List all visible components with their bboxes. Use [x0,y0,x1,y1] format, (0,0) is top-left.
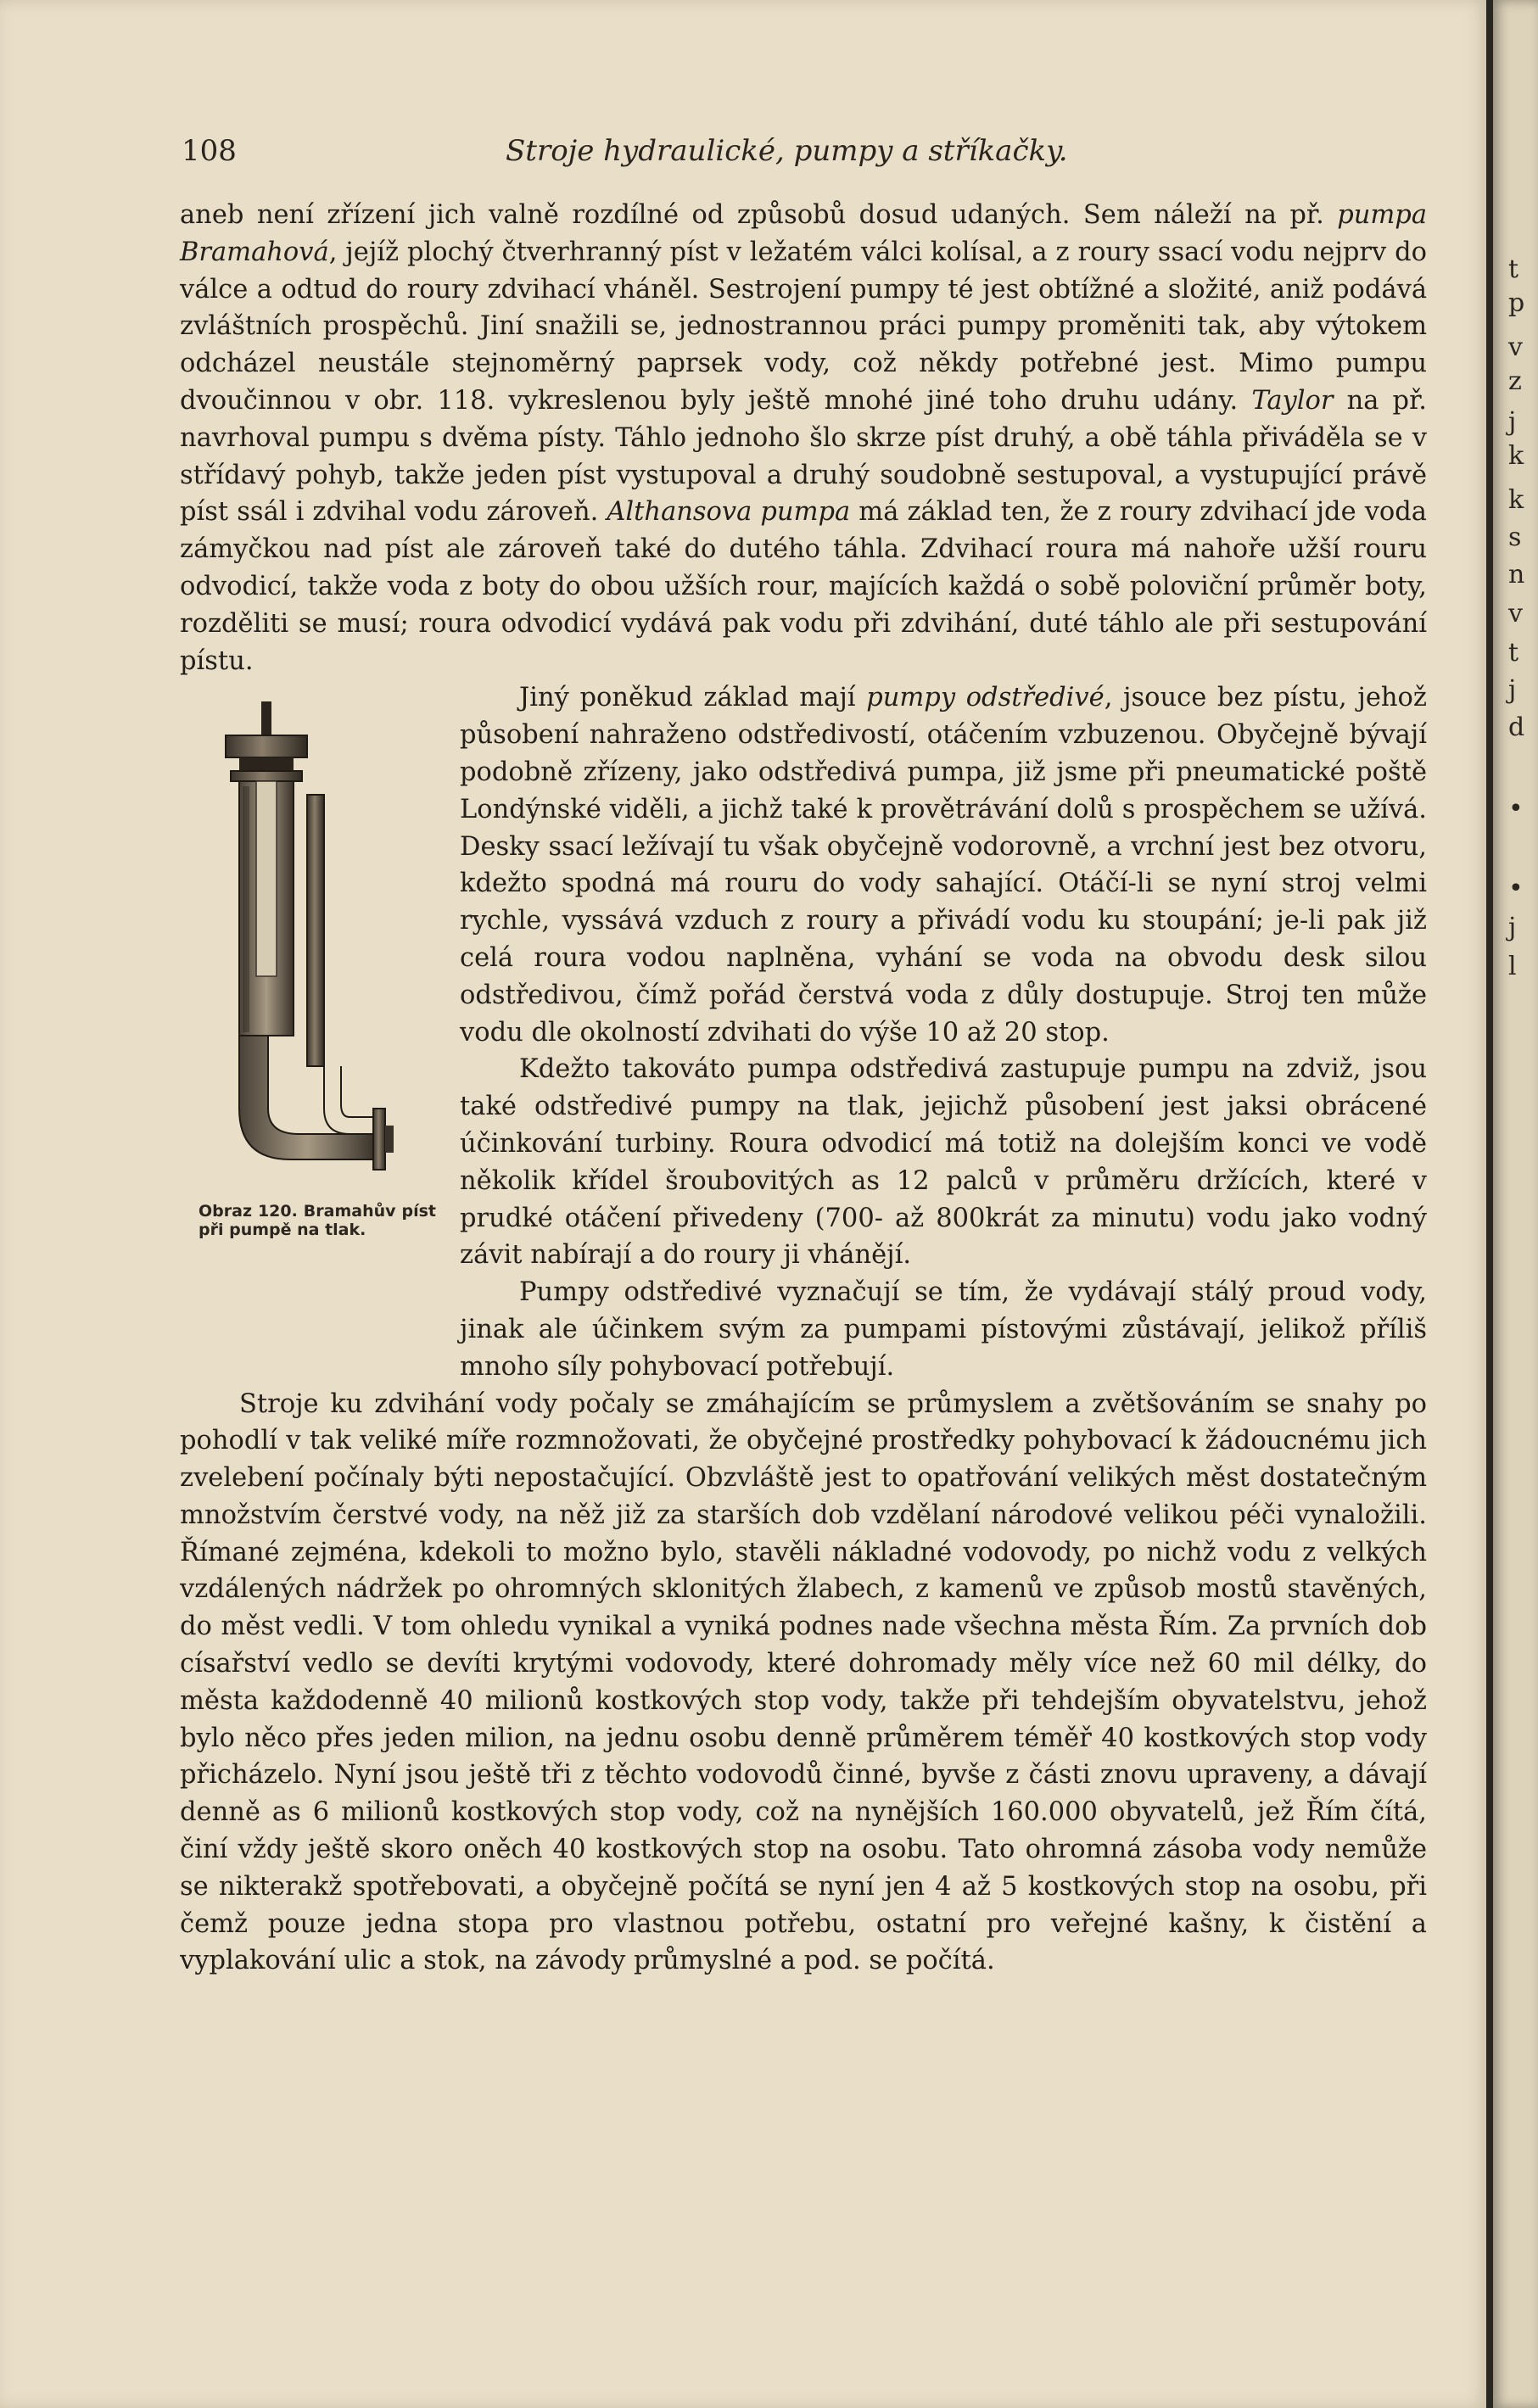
facing-page-fragment: j [1508,675,1517,705]
facing-page-fragment: j [1508,913,1517,942]
running-head: Stroje hydraulické, pumpy a stříkačky. [506,134,1068,168]
facing-page-fragment: • [1508,874,1524,903]
page-number: 108 [182,134,237,168]
facing-page-fragment: t [1508,254,1519,284]
text-run: Pumpy odstředivé vyznačují se tím, že vydávají stálý proud vody, jinak ale účinkem svým za pumpami pístovými zůstávají, jelikož příliš mnoho síly pohybovací potřebují. [460,1277,1427,1382]
italic-term: pumpa Bramahová [180,200,1427,267]
text-run: Kdežto takováto pumpa odstředivá zastupuje pumpu na zdviž, jsou také odstředivé pumpy na tlak, jejichž působení jest jaksi obrácené účinkování turbiny. Roura odvodicí má totiž na dolejším konci ve vodě několik křídel šroubovitých as 12 palců v průměru držících, které v prudké otáčení přivedeny (700- až 800krát za minutu) vodu jako vodný závit nabírají a do roury ji vhánějí. [460,1054,1427,1271]
text-run: Stroje ku zdvihání vody počaly se zmáhajícím se průmyslem a zvětšováním se snahy po pohodlí v tak veliké míře rozmnožovati, že obyčejné prostředky pohybovací k žádoucnému jich zvelebení počínaly býti nepostačující. Obzvláště jest to opatřování velikých měst dostatečným množstvím čerstvé vody, na něž již za starších dob vzdělaní národové velikou péči vynaložili. Římané zejména, kdekoli to možno bylo, stavěli nákladné vodovody, po nichž vodu z velkých vzdálených nádržek po ohromných sklonitých žlabech, z kamenů ve způsob mostů stavěných, do měst vedli. V tom ohledu vynikal a vyniká podnes nade všechna města Řím. Za prvních dob císařství vedlo se devíti krytými vodovody, které dohromady měly více než 60 mil délky, do města každodenně 40 milionů kostkových stop vody, takže při tehdejším obyvatelstvu, jehož bylo něco přes jeden milion, na jednu osobu denně průměrem téměř 40 kostkových stop vody přicházelo. Nyní jsou ještě tři z těchto vodovodů činné, byvše z části znovu upraveny, a dávají denně as 6 milionů kostkových stop vody, což na nynějších 160.000 obyvatelů, jež Řím čítá, činí vždy ještě skoro oněch 40 kostkových stop na osobu. Tato ohromná zásoba vody nemůže se nikterakž spotřebovati, a obyčejně počítá se nyní jen 4 až 5 kostkových stop na osobu, při čemž pouze jedna stopa pro vlastnou potřebu, ostatní pro veřejné kašny, k čistění a vyplakování ulic a stok, na závody průmyslné a pod. se počítá. [180,1388,1427,1976]
text-run: aneb není zřízení jich valně rozdílné od způsobů dosud udaných. Sem náleží na př. [180,200,1338,230]
text-run: má základ ten, že z roury zdvihací jde voda zámyčkou nad píst ale zároveň také do dutého táhla. Zdvihací roura má nahoře užší rouru odvodicí, takže voda z boty do obou užších rour, majících každá o sobě poloviční průměr boty, rozděliti se musí; roura odvodicí vydává pak vodu při zdvihání, duté táhlo ale při sestupování pístu. [180,497,1427,676]
facing-page-fragment: t [1508,638,1519,668]
italic-term: Althansova pumpa [607,497,851,528]
facing-page-edge [1493,0,1538,2408]
facing-page-fragment: k [1508,441,1524,471]
text-run: Jiný poněkud základ mají [519,683,867,713]
facing-page-fragment: p [1508,288,1525,318]
page-header [182,134,1420,171]
facing-page-fragment: l [1508,952,1517,981]
bramah-piston-illustration [180,684,443,1202]
body-text [180,197,1427,1980]
italic-term: pumpy odstředivé [866,683,1105,713]
italic-term: Taylor [1251,385,1334,416]
facing-page-fragment: v [1508,332,1523,362]
facing-page-fragment: s [1508,522,1522,552]
facing-page-fragment: j [1508,407,1517,437]
paragraph [180,197,1427,679]
text-run: , jsouce bez pístu, jehož působení nahraženo odstředivostí, otáčením vzbuzenou. Obyčejně bývají podobně zřízeny, jako odstředivá pumpa, již jsme při pneumatické poště Londýnské viděli, a jichž také k provětrávání dolů s prospěchem se užívá. Desky ssací ležívají tu však obyčejně vodorovně, a vrchní jest bez otvoru, kdežto spodná má rouru do vody sahající. Otáčí-li se nyní stroj velmi rychle, vyssává vzduch z roury a přivádí vodu ku stoupání; je-li pak již celá roura vodou naplněna, vyhání se voda na obvodu desk silou odstředivou, čímž pořád čerstvá voda z důly dostupuje. Stroj ten může vodu dle okolností zdvihati do výše 10 až 20 stop. [460,683,1427,1048]
figure-caption: Obraz 120. Bramahův píst při pumpě na tlak. [199,1202,436,1240]
facing-page-fragment: k [1508,485,1524,515]
text-run: , jejíž plochý čtverhranný píst v ležatém válci kolísal, a z roury ssací vodu nejprv do válce a odtud do roury zdvihací vháněl. Sestrojení pumpy té jest obtížné a složité, aniž podává zvláštních prospěchů. Jiní snažili se, jednostrannou práci pumpy proměniti tak, aby výtokem odcházel neustále stejnoměrný paprsek vody, což někdy potřebné jest. Mimo pumpu dvoučinnou v obr. 118. vykreslenou byly ještě mnohé jiné toho druhu udány. [180,237,1427,416]
facing-page-fragment: v [1508,599,1523,629]
facing-page-fragment: z [1508,366,1522,396]
text-run: na př. navrhoval pumpu s dvěma písty. Táhlo jednoho šlo skrze píst druhý, a obě táhla přiváděla se v střídavý pohyb, takže jeden píst vystupoval a druhý soudobně sestupoval, a vystupující právě píst ssál i zdvihal vodu zároveň. [180,385,1427,528]
facing-page-fragment: d [1508,712,1525,742]
facing-page-fragment: • [1508,794,1524,824]
figure-bramah-piston [180,684,443,1380]
paragraph [180,1386,1427,1981]
book-spine [1486,0,1493,2408]
facing-page-fragment: n [1508,560,1525,589]
